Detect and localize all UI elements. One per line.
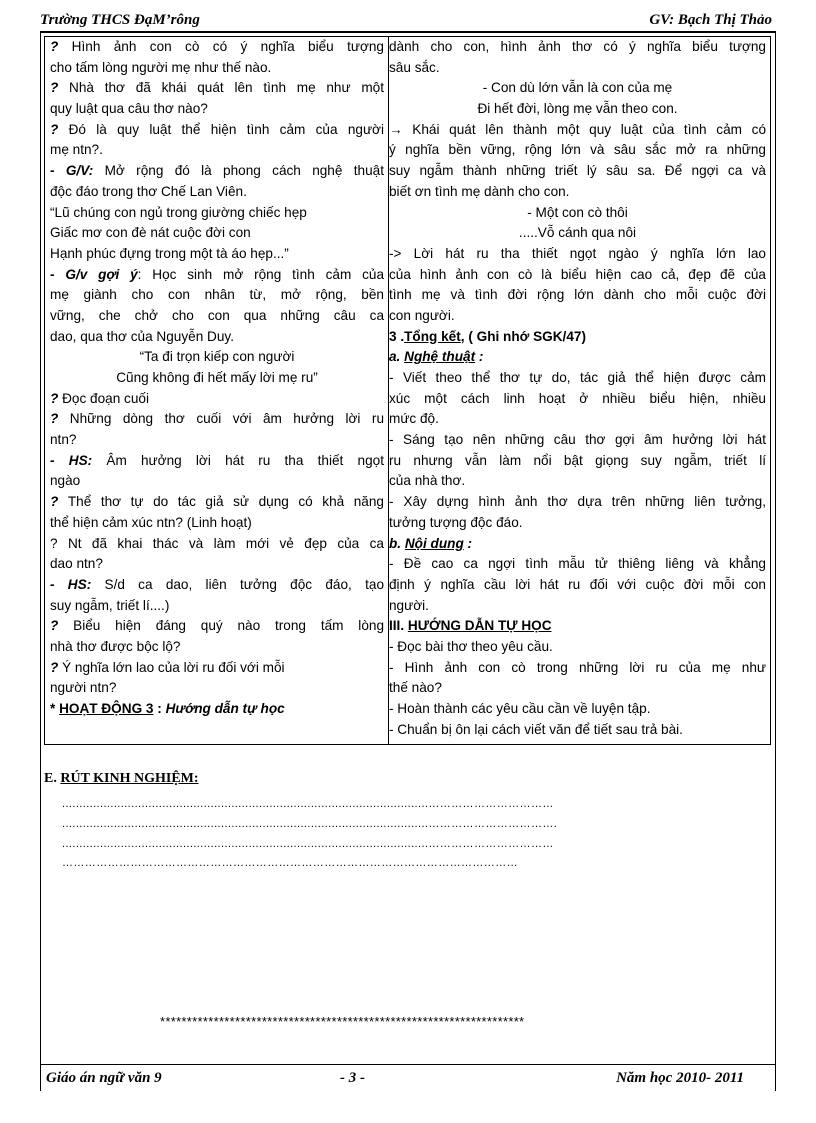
text-run: - Một con cò thôi <box>527 204 628 220</box>
text-line <box>389 99 766 120</box>
text-line <box>389 327 766 348</box>
text-run: Mở rộng đó là phong cách nghệ thuật <box>104 163 384 179</box>
text-run: thế nào? <box>389 680 442 696</box>
text-line <box>50 492 384 513</box>
text-run: Đọc đoạn cuối <box>62 390 149 406</box>
text-line <box>50 513 384 534</box>
text-run: III. <box>389 618 408 634</box>
text-line <box>50 409 384 430</box>
text-line <box>389 161 766 182</box>
text-run: - G/V: <box>50 163 105 179</box>
text-run: Nhà thơ đã khái quát lên tình mẹ như một <box>69 80 384 96</box>
text-run: xúc một cách linh hoạt ở nhiều biểu hiện, nhiều <box>389 390 766 406</box>
text-line <box>389 575 766 596</box>
text-run: người ntn? <box>50 680 117 696</box>
footer-rule <box>40 1064 776 1065</box>
text-run: - HS: <box>50 576 105 592</box>
text-run: - Sáng tạo nên những câu thơ gợi âm hưởng lời hát <box>389 432 766 448</box>
text-run: dao, qua thơ của Nguyễn Duy. <box>50 328 234 344</box>
text-run: → <box>389 121 413 137</box>
text-run: : <box>463 535 473 551</box>
text-line <box>50 534 384 555</box>
text-line <box>50 203 384 224</box>
text-run: mẹ giành cho con nhân từ, mở rộng, bền <box>50 287 384 303</box>
text-line <box>389 223 766 244</box>
text-run: ? <box>50 80 70 96</box>
text-run: độc đáo trong thơ Chế Lan Viên. <box>50 183 247 199</box>
note-line: ..........................................................................................................…………………………… <box>62 798 554 810</box>
text-run: định ý nghĩa cầu lời hát ru đối với cuộc đời mỗi con <box>389 576 766 592</box>
text-line <box>389 534 766 555</box>
text-run: - G/v gợi ý <box>50 266 138 282</box>
text-run: ? <box>50 659 63 675</box>
school-year: Năm học 2010- 2011 <box>616 1070 744 1086</box>
text-run: ntn? <box>50 432 77 448</box>
text-run: cho tấm lòng người mẹ như thế nào. <box>50 59 272 75</box>
text-line <box>50 451 384 472</box>
text-line <box>389 658 766 679</box>
note-line: ………………………………………………………………………………………………………… <box>62 857 518 869</box>
text-run: , ( Ghi nhớ SGK/47) <box>460 328 586 344</box>
text-line <box>389 451 766 472</box>
text-run: mức độ. <box>389 411 439 427</box>
text-line <box>50 140 384 161</box>
text-line <box>50 265 384 286</box>
text-run: biết ơn tình mẹ dành cho con. <box>389 183 570 199</box>
text-run: HƯỚNG DẪN TỰ HỌC <box>407 618 552 634</box>
text-line <box>50 430 384 451</box>
text-line <box>389 347 766 368</box>
text-line <box>50 99 384 120</box>
text-run: dao ntn? <box>50 556 103 572</box>
text-run: suy ngẫm, triết lí....) <box>50 597 170 613</box>
section-e-heading <box>44 771 199 787</box>
text-run: 3 . <box>389 328 405 344</box>
text-run: suy ngẫm thành những triết lý sâu sa. Để ngợi ca và <box>389 163 766 179</box>
text-line <box>389 78 766 99</box>
text-run: : <box>475 349 484 365</box>
text-line <box>50 244 384 265</box>
text-run: b. <box>389 535 405 551</box>
text-line <box>50 327 384 348</box>
text-line <box>389 368 766 389</box>
text-run: - Đề cao ca ngợi tình mẫu tử thiêng liêng và khẳng <box>389 556 766 572</box>
text-line <box>389 678 766 699</box>
text-run: Đó là quy luật thể hiện tình cảm của người <box>68 121 384 137</box>
text-line <box>50 658 384 679</box>
text-run: HOẠT ĐỘNG 3 <box>59 701 154 716</box>
text-run: ? <box>50 494 68 510</box>
text-run: ? <box>50 618 74 634</box>
text-line <box>50 120 384 141</box>
text-run: Ý nghĩa lớn lao của lời ru đối với mỗi <box>62 659 285 675</box>
text-run: ? <box>50 39 72 54</box>
page-border-left <box>40 31 41 1091</box>
star-separator: ******************************************************************** <box>160 1014 525 1029</box>
text-run: Cũng không đi hết mấy lời mẹ ru” <box>116 370 318 385</box>
text-run: - Xây dựng hình ảnh thơ dựa trên những liên tưởng, <box>389 494 766 510</box>
note-line: ..........................................................................................................……………………………. <box>62 818 558 830</box>
text-run: Những dòng thơ cuối với âm hưởng lời ru <box>69 411 384 427</box>
text-run: Hướng dẫn tự học <box>165 701 285 716</box>
text-line <box>389 182 766 203</box>
text-line <box>389 637 766 658</box>
text-line <box>50 575 384 596</box>
text-line <box>50 285 384 306</box>
text-line <box>389 37 766 58</box>
text-run: : <box>153 701 166 716</box>
text-run: Tổng kết <box>404 328 461 344</box>
text-run: Đi hết đời, lòng mẹ vẫn theo con. <box>477 101 678 117</box>
text-run: Nội dung <box>404 535 464 551</box>
text-line <box>389 140 766 161</box>
text-run: * <box>50 701 60 716</box>
text-run: ? <box>50 390 63 406</box>
text-run: Nghệ thuật <box>404 349 476 365</box>
text-run: ý nghĩa bền vững, rộng lớn và sâu sắc mở ra những <box>389 142 766 158</box>
page-border-right <box>775 31 776 1091</box>
text-run: Âm hưởng lời hát ru tha thiết ngọt <box>106 452 384 468</box>
text-run: Biểu hiện đáng quý nào trong tấm lòng <box>73 618 384 634</box>
text-line <box>389 471 766 492</box>
text-line <box>389 616 766 637</box>
text-run: Giấc mơ con đè nát cuộc đời con <box>50 225 251 241</box>
text-line <box>389 699 766 720</box>
text-run: tưởng tượng độc đáo. <box>389 514 523 530</box>
text-run: sâu sắc. <box>389 59 440 75</box>
page-number: - 3 - <box>340 1070 365 1086</box>
text-run: “Ta đi trọn kiếp con người <box>139 349 295 365</box>
text-line <box>50 471 384 492</box>
text-line <box>50 699 384 720</box>
text-line <box>50 306 384 327</box>
text-line <box>50 78 384 99</box>
page-header <box>40 12 772 32</box>
text-run: - Hình ảnh con cò trong những lời ru của mẹ như <box>389 659 766 675</box>
text-run: Thể thơ tự do tác giả sử dụng có khả năng <box>67 494 384 510</box>
text-line <box>389 430 766 451</box>
text-line <box>389 285 766 306</box>
text-run: Hạnh phúc đựng trong một tà áo hẹp...” <box>50 245 289 261</box>
text-line <box>389 596 766 617</box>
text-run: ? <box>50 411 70 427</box>
text-line <box>389 554 766 575</box>
text-run: ru nhưng vẫn làm nổi bật giọng suy ngẫm, triết lí <box>389 452 766 468</box>
text-run: Khái quát lên thành một quy luật của tình cảm có <box>412 121 766 137</box>
text-line <box>389 203 766 224</box>
text-run: thể hiện cảm xúc ntn? (Linh hoạt) <box>50 514 252 530</box>
text-line <box>389 389 766 410</box>
text-run: - Chuẩn bị ôn lại cách viết văn để tiết sau trả bài. <box>389 721 683 737</box>
text-line <box>50 347 384 368</box>
text-run: của hình ảnh con cò là biểu hiện cao cả, đẹp đẽ của <box>389 266 766 282</box>
text-run: .....Vỗ cánh qua nôi <box>518 225 637 241</box>
text-run: - Hoàn thành các yêu cầu cần về luyện tập. <box>389 701 651 716</box>
text-line <box>389 120 766 141</box>
text-run: - Đọc bài thơ theo yêu cầu. <box>389 638 553 654</box>
text-line <box>50 389 384 410</box>
text-run: con người. <box>389 307 455 323</box>
text-line <box>50 368 384 389</box>
header-rule <box>40 31 776 33</box>
school-name: Trường THCS ĐạM’rông <box>40 12 200 28</box>
text-run: Hình ảnh con cò có ý nghĩa biểu tượng <box>71 39 384 54</box>
text-run: - Viết theo thể thơ tự do, tác giả thể hiện được cảm <box>389 370 766 385</box>
text-line <box>389 720 766 741</box>
text-run: “Lũ chúng con ngủ trong giường chiếc hẹp <box>50 204 307 220</box>
text-line <box>389 492 766 513</box>
text-run: - Con dù lớn vẫn là con của mẹ <box>482 80 673 96</box>
text-line <box>50 596 384 617</box>
note-line: ..........................................................................................................…………………………… <box>62 838 554 850</box>
text-line <box>389 265 766 286</box>
text-line <box>389 409 766 430</box>
text-line <box>50 637 384 658</box>
text-line <box>389 306 766 327</box>
text-run: S/d ca dao, liên tưởng độc đáo, tạo <box>104 576 384 592</box>
text-run: ? Nt đã khai thác và làm mới vẻ đẹp của ca <box>50 535 384 551</box>
text-line <box>50 58 384 79</box>
lesson-content-column <box>385 37 770 744</box>
text-run: tình mẹ và tình đời rộng lớn dành cho mỗi cuộc đời <box>389 287 766 303</box>
teacher-activity-column <box>45 37 389 744</box>
footer-title: Giáo án ngữ văn 9 <box>46 1070 162 1086</box>
text-line <box>389 58 766 79</box>
text-line <box>50 37 384 58</box>
text-line <box>50 554 384 575</box>
text-line <box>389 244 766 265</box>
text-run: - HS: <box>50 452 107 468</box>
text-run: của nhà thơ. <box>389 473 466 489</box>
text-line <box>389 513 766 534</box>
section-e-prefix: E. <box>44 771 61 786</box>
text-line <box>50 678 384 699</box>
text-line <box>50 161 384 182</box>
lesson-table <box>44 36 771 745</box>
text-line <box>50 182 384 203</box>
section-e-title: RÚT KINH NGHIỆM: <box>60 771 199 786</box>
teacher-name: GV: Bạch Thị Thảo <box>649 12 772 28</box>
text-run: : Học sinh mở rộng tình cảm của <box>137 266 384 282</box>
text-run: ? <box>50 121 69 137</box>
text-run: quy luật qua câu thơ nào? <box>50 101 208 117</box>
text-run: ngào <box>50 473 81 489</box>
text-run: nhà thơ được bộc lộ? <box>50 638 181 654</box>
page-footer <box>40 1070 772 1090</box>
text-run: -> Lời hát ru tha thiết ngọt ngào ý nghĩa lớn lao <box>389 245 766 261</box>
text-line <box>50 616 384 637</box>
text-run: a. <box>389 349 405 365</box>
text-run: mẹ ntn?. <box>50 142 103 158</box>
text-run: dành cho con, hình ảnh thơ có ý nghĩa biểu tượng <box>389 39 766 54</box>
text-line <box>50 223 384 244</box>
text-run: người. <box>389 597 429 613</box>
text-run: vững, che chở cho con qua những câu ca <box>50 307 384 323</box>
